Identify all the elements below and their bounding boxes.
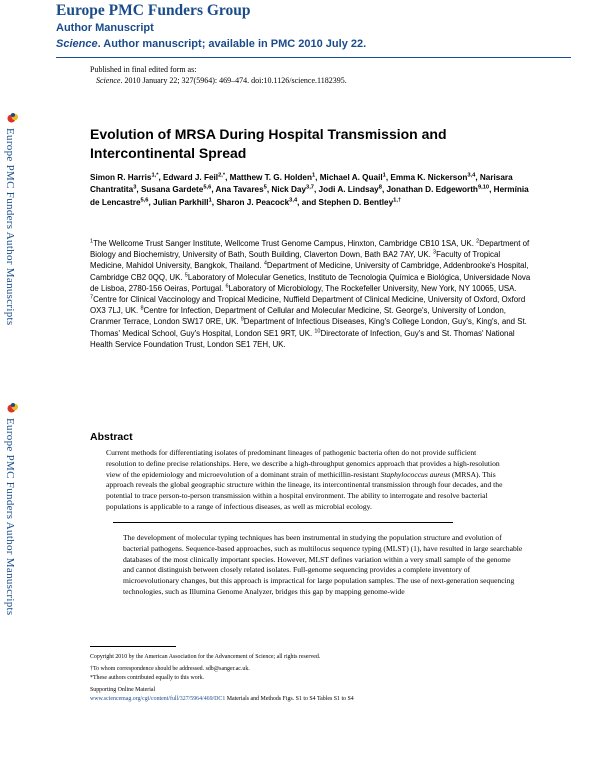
side-label-bottom xyxy=(2,402,24,652)
affiliation-marker: 8 xyxy=(378,184,382,191)
abstract-text xyxy=(106,448,506,513)
abstract-heading: Abstract xyxy=(90,431,133,443)
footnote-divider xyxy=(90,646,176,647)
page-header xyxy=(56,0,586,64)
affiliation-marker: 3,7 xyxy=(306,184,314,191)
europe-pmc-logo-icon xyxy=(7,402,19,414)
publication-info xyxy=(90,64,347,86)
article-title: Evolution of MRSA During Hospital Transmission and Intercontinental Spread xyxy=(90,126,447,161)
correspondence-note: †To whom correspondence should be addressed. sdb@sanger.ac.uk. xyxy=(90,666,250,673)
abstract-text-start: Current methods for differentiating isolates of predominant lineages of pathogenic bacteria often do not provide sufficient resolution to define precise relationships. Here, we describe a high-throughput genomics approach that provides a high-resolution view of the epidemiology and microevolution of a dominant strain of methicillin-resistant xyxy=(106,448,500,479)
body-paragraph: The development of molecular typing techniques has been instrumental in studying the population structure and evolution of bacterial pathogens. Sequence-based approaches, such as multilocus sequence typing (MLST) (1), have resulted in large searchable databases of the most clinically important species. However, MLST defines variation within a very small sample of the genome and cannot distinguish between closely related isolates. Full-genome sequencing provides a complete inventory of microevolutionary changes, but this approach is impractical for large population samples. The use of next-generation sequencing technologies, such as Illumina Genome Analyzer, bridges this gap by mapping genome-wide xyxy=(123,533,523,596)
affiliation-marker: 5 xyxy=(184,271,188,278)
som-link[interactable]: www.sciencemag.org/cgi/content/full/327/5964/469/DC1 xyxy=(90,695,226,702)
journal-name: Science xyxy=(56,38,98,50)
side-label-text: Europe PMC Funders Author Manuscripts xyxy=(4,418,16,616)
affiliation-marker: 3 xyxy=(432,249,437,256)
equal-contribution-note: *These authors contributed equally to this work. xyxy=(90,674,205,681)
author-manuscript-label: Author Manuscript xyxy=(56,22,154,34)
footnotes xyxy=(90,653,550,703)
affiliation-marker: 3,4 xyxy=(289,196,298,203)
affiliation-marker: 3,4 xyxy=(467,172,476,179)
affiliation-marker: 1,* xyxy=(151,172,159,179)
citation xyxy=(90,75,347,86)
affiliation-marker: 10 xyxy=(314,328,321,334)
species-name: Staphylococcus aureus xyxy=(380,469,451,479)
affiliation-marker: 5,6 xyxy=(203,184,212,191)
affiliation-marker: 1 xyxy=(382,172,386,179)
affiliation-marker: 3 xyxy=(133,184,137,191)
abstract-divider xyxy=(113,522,453,523)
affiliations: $^1$The Wellcome Trust Sanger Institute, Wellcome Trust Genome Campus, Hinxton, Cambridge CB10 1SA, UK. $^2$Department of Biology and Biochemistry, University of Bath, South Building, Claverton Down, Bath BA2 7AY, UK. $^3$Faculty of Tropical Medicine, Mahidol University, Bangkok, Thailand. $^4$Department of Medicine, University of Cambridge, Addenbrooke's Hospital, Cambridge CB2 0QQ, UK. $^5$Laboratory of Molecular Genetics, Instituto de Tecnologia Química e Biológica, Universidade Nova de Lisboa, 2780-156 Oeiras, Portugal. $^6$Laboratory of Microbiology, The Rockefeller University, New York, NY 10065, USA. $^7$Centre for Clinical Vaccinology and Tropical Medicine, Nuffield Department of Clinical Medicine, University of Oxford, Oxford OX3 7LJ, UK. $^8$Centre for Infection, Department of Cellular and Molecular Medicine, St. George's, University of London, Cranmer Terrace, London SW17 0RE, UK. $^9$Department of Infectious Diseases, King's College London, Guy's, King's, and St. Thomas' Medical School, Guy's Hospital, London SE1 9RT, UK. $^{10}$Directorate of Infection, Guy's and St. Thomas' National Health Service Foundation Trust, London SE1 7EH, UK. xyxy=(90,238,531,349)
affiliation-marker: 2,* xyxy=(218,172,226,179)
europe-pmc-logo-icon xyxy=(7,112,19,124)
citation-journal: Science xyxy=(96,76,121,85)
citation-details: . 2010 January 22; 327(5964): 469–474. doi:10.1126/science.1182395. xyxy=(120,76,347,85)
manuscript-availability xyxy=(56,38,366,50)
affiliation-marker: 5,6 xyxy=(140,196,149,203)
affiliation-marker: 5 xyxy=(263,184,267,191)
affiliation-marker: 1 xyxy=(311,172,316,179)
side-label-top xyxy=(2,112,24,362)
side-label-text: Europe PMC Funders Author Manuscripts xyxy=(4,128,16,326)
affiliation-marker: 8 xyxy=(140,305,144,312)
som-description: Materials and Methods Figs. S1 to S4 Tables S1 to S4 xyxy=(225,695,354,702)
copyright-notice: Copyright 2010 by the American Association for the Advancement of Science; all rights reserved. xyxy=(90,654,321,660)
author-list: Simon R. Harris$^{1,*}$, Edward J. Feil$^{2,*}$, Matthew T. G. Holden$^1$, Michael A. Quail$^1$, Emma K. Nickerson$^{3,4}$, Narisara Chantratita$^3$, Susana Gardete$^{5,6}$, Ana Tavares$^5$, Nick Day$^{3,7}$, Jodi A. Lindsay$^8$, Jonathan D. Edgeworth$^{9,10}$, Hermínia de Lencastre$^{5,6}$, Julian Parkhill$^1$, Sharon J. Peacock$^{3,4}$, and Stephen D. Bentley$^{1,\dagger}$ xyxy=(90,172,529,207)
affiliation-marker: 4 xyxy=(263,260,267,267)
availability-note: . Author manuscript; available in PMC 2010 July 22. xyxy=(97,38,367,50)
affiliation-marker: 6 xyxy=(225,283,229,290)
affiliation-marker: 1,† xyxy=(393,196,402,203)
som-heading: Supporting Online Material xyxy=(90,687,156,694)
affiliation-marker: 7 xyxy=(90,294,94,301)
abstract-text-end: (MRSA). This approach reveals the global geographic structure within the lineage, its intercontinental transmission through four decades, and the potential to trace person-to-person transmission within a hospital environment. The ability to interrogate and resolve bacterial populations is applicable to a range of infectious diseases, as well as microbial ecology. xyxy=(106,469,503,511)
affiliation-marker: 9,10 xyxy=(477,184,490,191)
header-divider xyxy=(56,57,571,58)
funders-group-title: Europe PMC Funders Group xyxy=(56,2,251,19)
affiliation-marker: 2 xyxy=(476,238,480,245)
affiliation-marker: 1 xyxy=(208,196,212,203)
som-line xyxy=(90,695,550,703)
published-label: Published in final edited form as: xyxy=(90,65,197,74)
affiliation-marker: 9 xyxy=(240,316,244,323)
affiliation-marker: 1 xyxy=(90,238,94,245)
